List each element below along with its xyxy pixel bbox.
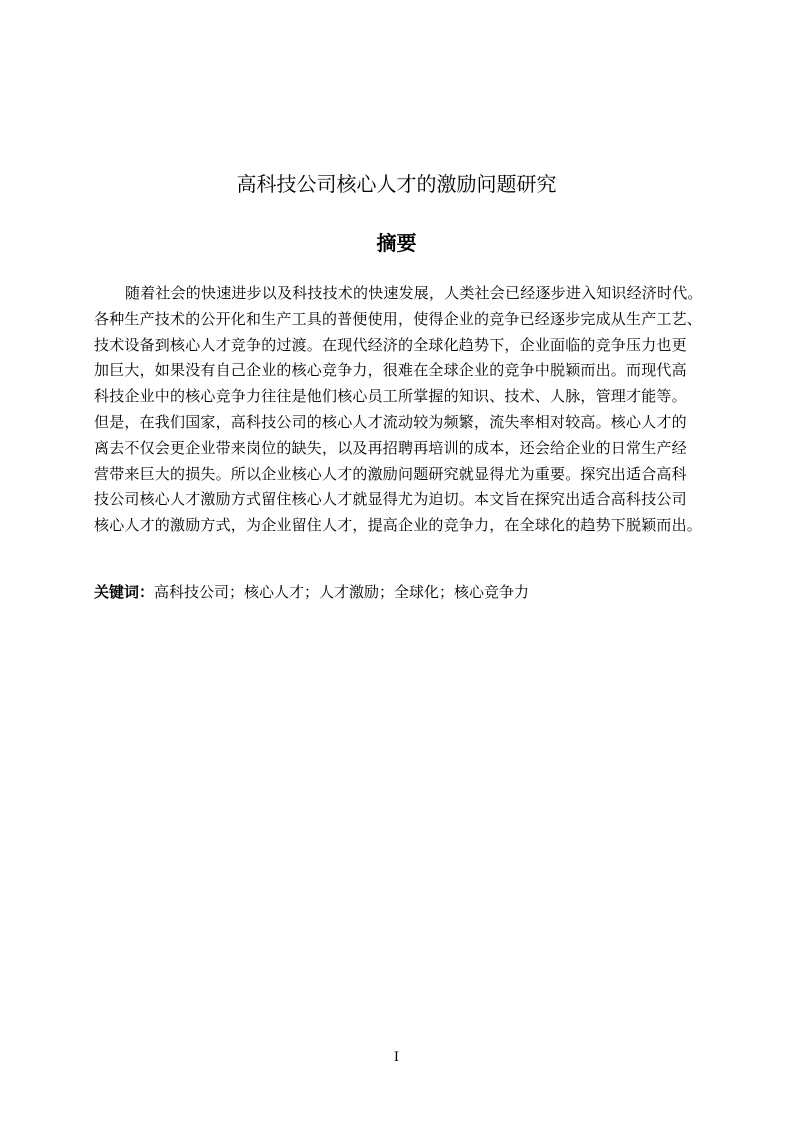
keywords [94, 580, 529, 604]
abstract-line: 但是，在我们国家，高科技公司的核心人才流动较为频繁，流失率相对较高。核心人才的 [94, 412, 687, 431]
abstract-body [94, 281, 754, 539]
document-title: 高科技公司核心人才的激励问题研究 [236, 172, 557, 196]
keywords-text: 高科技公司；核心人才；人才激励；全球化；核心竞争力 [154, 583, 530, 601]
abstract-line: 各种生产技术的公开化和生产工具的普便使用，使得企业的竞争已经逐步完成从生产工艺、 [94, 309, 703, 328]
abstract-line: 离去不仅会更企业带来岗位的缺失，以及再招聘再培训的成本，还会给企业的日常生产经 [94, 438, 687, 457]
abstract-heading: 摘要 [376, 231, 417, 255]
abstract-line: 核心人才的激励方式，为企业留住人才，提高企业的竞争力，在全球化的趋势下脱颖而出。 [94, 516, 703, 535]
abstract-line: 科技企业中的核心竞争力往往是他们核心员工所掌握的知识、技术、人脉，管理才能等。 [94, 387, 687, 406]
abstract-line: 随着社会的快速进步以及科技技术的快速发展，人类社会已经逐步进入知识经济时代。 [125, 284, 703, 302]
abstract-line: 加巨大，如果没有自己企业的核心竞争力，很难在全球企业的竞争中脱颖而出。而现代高 [94, 361, 687, 380]
abstract-line: 技术设备到核心人才竞争的过渡。在现代经济的全球化趋势下，企业面临的竞争压力也更 [94, 335, 687, 354]
page-number: I [393, 1050, 400, 1065]
abstract-line: 技公司核心人才激励方式留住核心人才就显得尤为迫切。本文旨在探究出适合高科技公司 [94, 490, 687, 509]
keywords-label: 关键词： [94, 583, 155, 601]
abstract-line: 营带来巨大的损失。所以企业核心人才的激励问题研究就显得尤为重要。探究出适合高科 [94, 464, 687, 483]
